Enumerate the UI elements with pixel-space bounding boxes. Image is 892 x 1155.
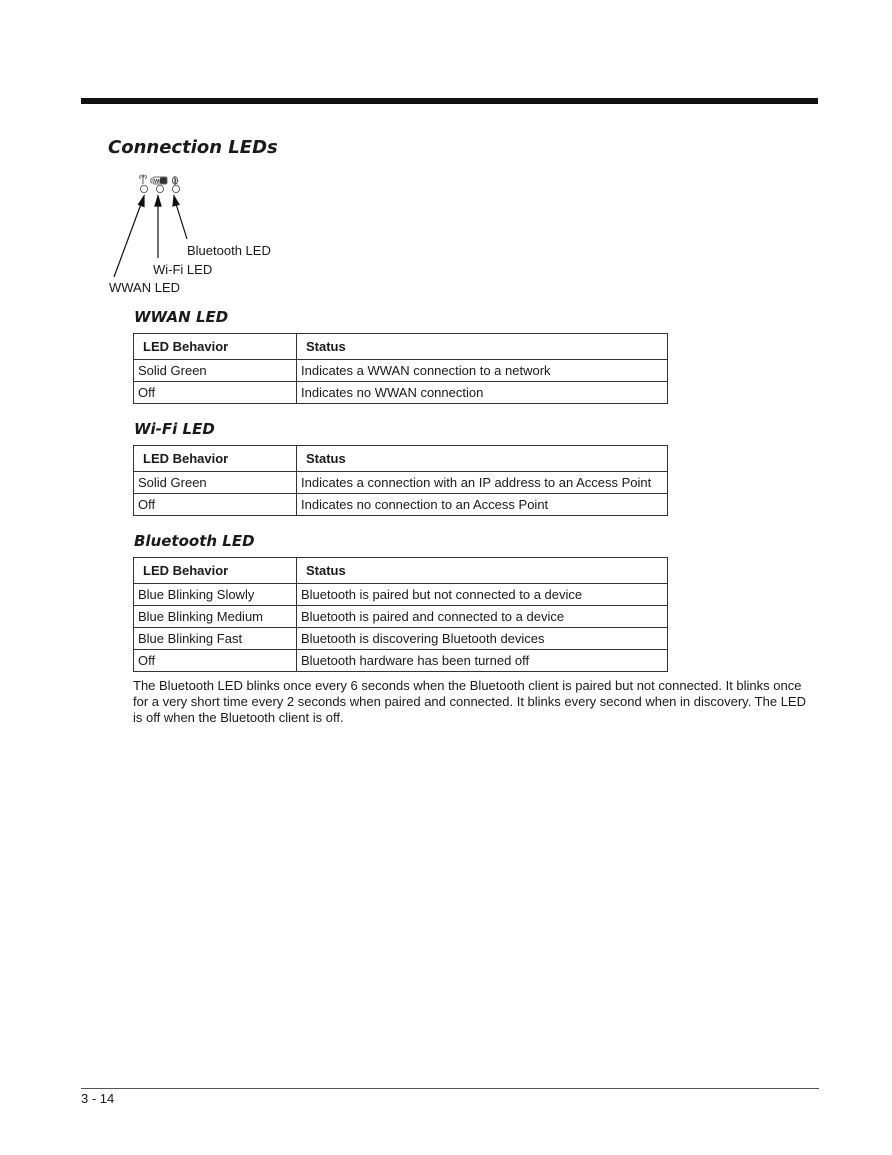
wifi-arrowhead bbox=[155, 196, 161, 206]
bluetooth-led-heading: Bluetooth LED bbox=[134, 532, 255, 550]
behavior-cell: Blue Blinking Medium bbox=[134, 606, 297, 628]
led-diagram bbox=[100, 168, 300, 298]
status-cell: Bluetooth is paired but not connected to a device bbox=[297, 584, 668, 606]
bottom-rule bbox=[81, 1088, 819, 1089]
column-header-behavior: LED Behavior bbox=[134, 446, 297, 472]
wifi-icon bbox=[151, 177, 168, 185]
wifi-led-heading: Wi-Fi LED bbox=[134, 420, 215, 438]
bluetooth-led-label: Bluetooth LED bbox=[187, 243, 271, 258]
bluetooth-arrow bbox=[176, 204, 187, 239]
table-row bbox=[134, 606, 668, 628]
column-header-status: Status bbox=[297, 558, 668, 584]
status-cell: Indicates no connection to an Access Point bbox=[297, 494, 668, 516]
wwan-arrowhead bbox=[139, 196, 145, 207]
wifi-badge-text: Wi Fi bbox=[154, 179, 168, 185]
table-row bbox=[134, 584, 668, 606]
wwan-led-label: WWAN LED bbox=[109, 280, 181, 295]
wifi-led-indicator bbox=[156, 185, 163, 192]
led-diagram-graphic bbox=[100, 168, 300, 298]
wwan-led-heading: WWAN LED bbox=[134, 308, 229, 326]
bluetooth-note-paragraph: The Bluetooth LED blinks once every 6 seconds when the Bluetooth client is paired but not connected. It blinks once for a very short time every 2 seconds when paired and connected. It blinks every second when in discovery. The LED is off when the Bluetooth client is off. bbox=[133, 678, 806, 725]
status-cell: Indicates a WWAN connection to a network bbox=[297, 360, 668, 382]
behavior-cell: Off bbox=[134, 650, 297, 672]
bluetooth-led-table bbox=[133, 557, 668, 672]
antenna-icon bbox=[140, 175, 147, 184]
table-row bbox=[134, 628, 668, 650]
behavior-cell: Off bbox=[134, 382, 297, 404]
column-header-status: Status bbox=[297, 334, 668, 360]
column-header-behavior: LED Behavior bbox=[134, 334, 297, 360]
status-cell: Bluetooth hardware has been turned off bbox=[297, 650, 668, 672]
table-row bbox=[134, 650, 668, 672]
wwan-arrow bbox=[114, 204, 141, 277]
table-row bbox=[134, 382, 668, 404]
table-header-row bbox=[134, 334, 668, 360]
wifi-led-label: Wi-Fi LED bbox=[153, 262, 213, 277]
column-header-status: Status bbox=[297, 446, 668, 472]
top-rule bbox=[81, 98, 818, 104]
status-cell: Bluetooth is discovering Bluetooth devices bbox=[297, 628, 668, 650]
table-header-row bbox=[134, 558, 668, 584]
wwan-led-indicator bbox=[140, 185, 147, 192]
table-row bbox=[134, 494, 668, 516]
wifi-led-table bbox=[133, 445, 668, 516]
behavior-cell: Solid Green bbox=[134, 472, 297, 494]
status-cell: Indicates a connection with an IP address to an Access Point bbox=[297, 472, 668, 494]
behavior-cell: Blue Blinking Fast bbox=[134, 628, 297, 650]
column-header-behavior: LED Behavior bbox=[134, 558, 297, 584]
status-cell: Indicates no WWAN connection bbox=[297, 382, 668, 404]
behavior-cell: Solid Green bbox=[134, 360, 297, 382]
table-row bbox=[134, 472, 668, 494]
bluetooth-led-indicator bbox=[172, 185, 179, 192]
behavior-cell: Blue Blinking Slowly bbox=[134, 584, 297, 606]
wwan-led-table bbox=[133, 333, 668, 404]
table-header-row bbox=[134, 446, 668, 472]
status-cell: Bluetooth is paired and connected to a device bbox=[297, 606, 668, 628]
page-number: 3 - 14 bbox=[81, 1091, 115, 1106]
table-row bbox=[134, 360, 668, 382]
behavior-cell: Off bbox=[134, 494, 297, 516]
bluetooth-icon bbox=[172, 177, 177, 185]
bluetooth-arrowhead bbox=[173, 196, 179, 206]
page-title: Connection LEDs bbox=[108, 137, 278, 158]
